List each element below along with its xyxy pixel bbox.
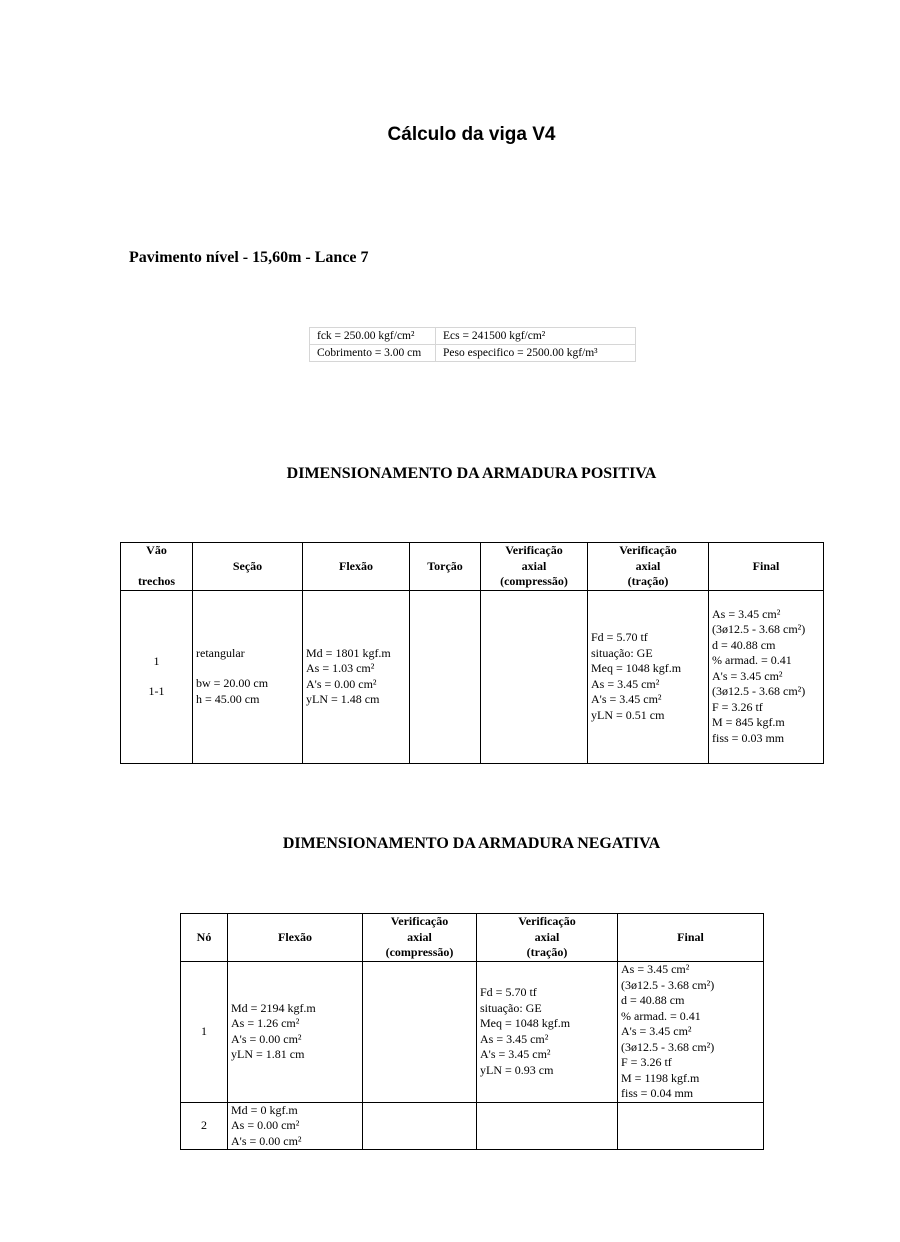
table-header-row bbox=[181, 914, 764, 962]
header-line: (tração) bbox=[526, 945, 568, 960]
final-line: % armad. = 0.41 bbox=[712, 653, 792, 668]
header-line: Verificação bbox=[518, 914, 576, 929]
trecho-value: 1-1 bbox=[148, 684, 165, 698]
flexao-line: Md = 2194 kgf.m bbox=[231, 1000, 316, 1015]
positive-section-title: DIMENSIONAMENTO DA ARMADURA POSITIVA bbox=[286, 465, 657, 482]
final-line: d = 40.88 cm bbox=[712, 637, 776, 652]
header-line: Verificação bbox=[390, 914, 449, 929]
flexao-line: A's = 0.00 cm² bbox=[231, 1133, 302, 1148]
tracao-line: yLN = 0.51 cm bbox=[591, 707, 665, 722]
peso-especifico-value: Peso especifico = 2500.00 kgf/m³ bbox=[436, 345, 636, 362]
tracao-line: A's = 3.45 cm² bbox=[480, 1047, 551, 1062]
secao-line: retangular bbox=[196, 645, 245, 660]
header-flexao: Flexão bbox=[228, 914, 363, 962]
positive-reinforcement-table bbox=[120, 542, 824, 764]
cell-no: 2 bbox=[181, 1102, 228, 1150]
cobrimento-value: Cobrimento = 3.00 cm bbox=[310, 345, 436, 362]
header-verificacao-tracao bbox=[477, 914, 618, 962]
cell-torcao bbox=[410, 590, 481, 763]
cell-flexao bbox=[228, 962, 363, 1103]
tracao-line: yLN = 0.93 cm bbox=[480, 1062, 554, 1077]
final-line: M = 845 kgf.m bbox=[712, 715, 785, 730]
final-line: (3ø12.5 - 3.68 cm²) bbox=[621, 1039, 715, 1054]
final-line: (3ø12.5 - 3.68 cm²) bbox=[621, 977, 715, 992]
final-line: F = 3.26 tf bbox=[712, 699, 763, 714]
negative-reinforcement-table bbox=[180, 913, 764, 1150]
cell-compressao bbox=[363, 1102, 477, 1150]
materials-row bbox=[310, 328, 636, 345]
cell-compressao bbox=[363, 962, 477, 1103]
final-line: As = 3.45 cm² (3ø12.5 - 3.68 cm²) bbox=[712, 606, 806, 637]
cell-flexao bbox=[303, 590, 410, 763]
secao-line: h = 45.00 cm bbox=[196, 691, 260, 706]
header-vao: Vão bbox=[146, 543, 167, 558]
header-line: axial bbox=[407, 929, 432, 944]
cell-final bbox=[618, 1102, 764, 1150]
header-verificacao-compressao bbox=[363, 914, 477, 962]
cell-tracao bbox=[588, 590, 709, 763]
cell-flexao bbox=[228, 1102, 363, 1150]
secao-line: bw = 20.00 cm bbox=[196, 676, 269, 691]
header-line: axial bbox=[635, 558, 661, 573]
final-line: M = 1198 kgf.m bbox=[621, 1070, 700, 1085]
header-verificacao-tracao bbox=[588, 543, 709, 591]
cell-tracao bbox=[477, 1102, 618, 1150]
tracao-line: As = 3.45 cm² bbox=[480, 1031, 549, 1046]
header-line: Verificação bbox=[505, 543, 563, 557]
flexao-line: yLN = 1.48 cm bbox=[306, 692, 380, 706]
flexao-line: A's = 0.00 cm² bbox=[306, 676, 377, 691]
fck-value: fck = 250.00 kgf/cm² bbox=[310, 328, 436, 345]
tracao-line: Meq = 1048 kgf.m bbox=[480, 1016, 571, 1031]
header-final: Final bbox=[618, 914, 764, 962]
tracao-line: situação: GE bbox=[591, 645, 653, 660]
flexao-line: As = 0.00 cm² bbox=[231, 1118, 300, 1132]
cell-vao-trecho bbox=[121, 590, 193, 763]
header-verificacao-compressao bbox=[481, 543, 588, 591]
cell-secao bbox=[193, 590, 303, 763]
table-header-row bbox=[121, 543, 824, 591]
tracao-line: A's = 3.45 cm² bbox=[591, 692, 662, 706]
final-line: fiss = 0.03 mm bbox=[712, 730, 785, 745]
header-torcao: Torção bbox=[410, 543, 481, 591]
cell-compressao bbox=[481, 590, 588, 763]
final-line: A's = 3.45 cm² bbox=[621, 1024, 692, 1038]
vao-value: 1 bbox=[153, 653, 160, 668]
header-flexao: Flexão bbox=[303, 543, 410, 591]
tracao-line: situação: GE bbox=[480, 1000, 542, 1015]
flexao-line: As = 1.03 cm² bbox=[306, 661, 375, 675]
header-no: Nó bbox=[181, 914, 228, 962]
flexao-line: A's = 0.00 cm² bbox=[231, 1031, 302, 1046]
tracao-line: As = 3.45 cm² bbox=[591, 676, 660, 691]
header-line: Verificação bbox=[619, 543, 677, 557]
flexao-line: yLN = 1.81 cm bbox=[231, 1047, 305, 1062]
cell-tracao bbox=[477, 962, 618, 1103]
tracao-line: Meq = 1048 kgf.m bbox=[591, 661, 682, 675]
tracao-line: Fd = 5.70 tf bbox=[480, 985, 537, 1000]
table-row bbox=[181, 1102, 764, 1150]
flexao-line: As = 1.26 cm² bbox=[231, 1016, 300, 1031]
header-final: Final bbox=[709, 543, 824, 591]
header-vao-trechos bbox=[121, 543, 193, 591]
header-trechos: trechos bbox=[137, 573, 176, 588]
materials-table bbox=[309, 327, 636, 362]
document-title: Cálculo da viga V4 bbox=[387, 124, 556, 145]
cell-final bbox=[618, 962, 764, 1103]
cell-no: 1 bbox=[181, 962, 228, 1103]
floor-title: Pavimento nível - 15,60m - Lance 7 bbox=[129, 249, 369, 266]
ecs-value: Ecs = 241500 kgf/cm² bbox=[436, 328, 636, 345]
cell-final bbox=[709, 590, 824, 763]
final-line: % armad. = 0.41 bbox=[621, 1008, 701, 1023]
tracao-line: Fd = 5.70 tf bbox=[591, 630, 648, 644]
final-line: As = 3.45 cm² bbox=[621, 962, 690, 976]
table-row bbox=[181, 962, 764, 1103]
header-line: axial bbox=[534, 929, 560, 944]
final-line: fiss = 0.04 mm bbox=[621, 1086, 694, 1100]
header-secao: Seção bbox=[193, 543, 303, 591]
flexao-line: Md = 1801 kgf.m bbox=[306, 645, 391, 660]
header-line: (compressão) bbox=[385, 945, 454, 960]
materials-row bbox=[310, 345, 636, 362]
negative-section-title: DIMENSIONAMENTO DA ARMADURA NEGATIVA bbox=[282, 835, 661, 852]
header-line: axial bbox=[521, 558, 547, 573]
final-line: F = 3.26 tf bbox=[621, 1055, 672, 1069]
flexao-line: Md = 0 kgf.m bbox=[231, 1102, 298, 1117]
final-line: A's = 3.45 cm² (3ø12.5 - 3.68 cm²) bbox=[712, 668, 806, 699]
table-row bbox=[121, 590, 824, 763]
header-line: (tração) bbox=[627, 574, 669, 588]
final-line: d = 40.88 cm bbox=[621, 993, 685, 1007]
header-line: (compressão) bbox=[500, 574, 568, 588]
